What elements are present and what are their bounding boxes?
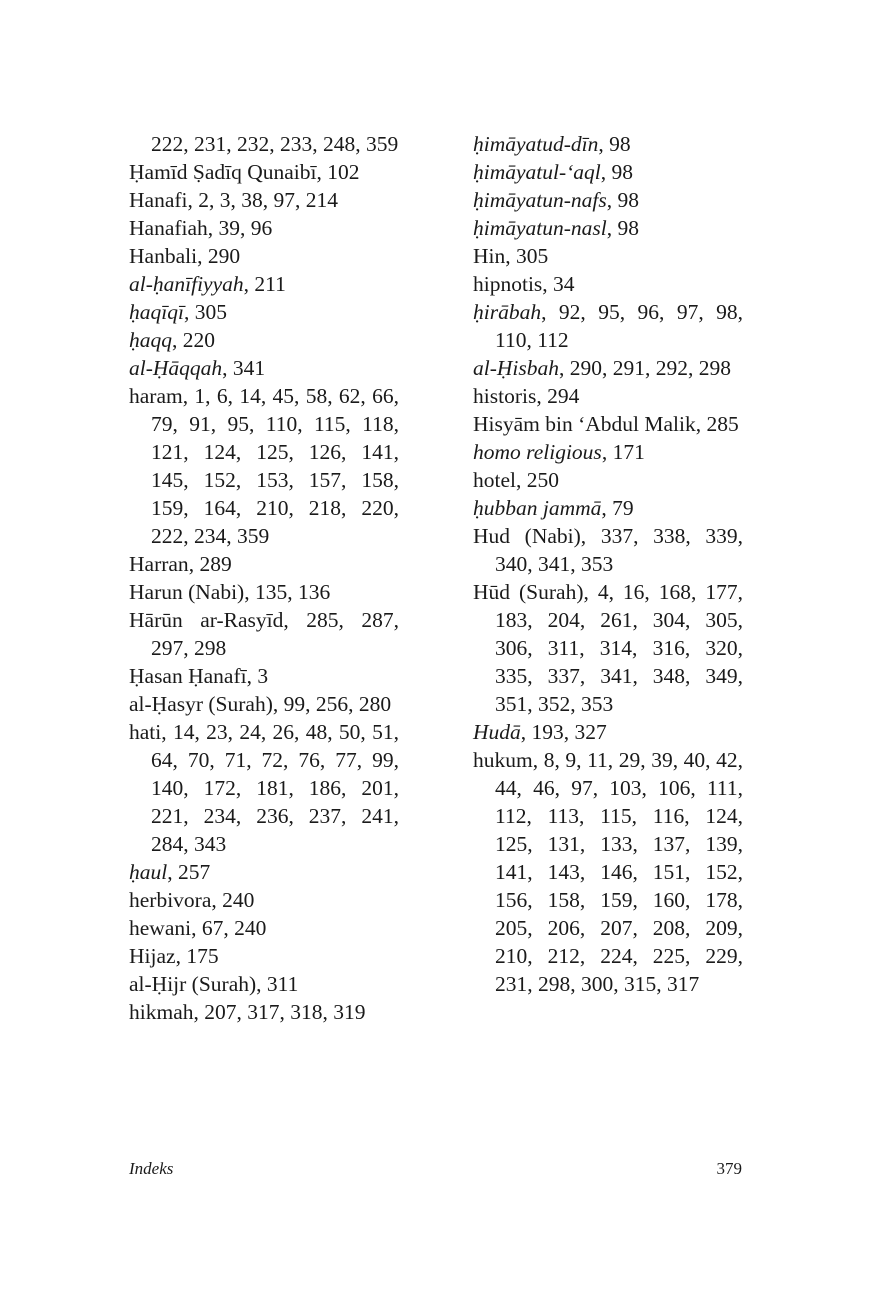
index-page-refs: , 14, 23, 24, 26, 48, 50, 51, 64, 70, 71, 72, 76, 77, 99, 140, 172, 181, 186, 201, 221, 234, 236, 237, 241, 284, 343 (151, 720, 399, 856)
index-entry (473, 214, 743, 242)
index-page-refs: , 337, 338, 339, 340, 341, 353 (495, 524, 744, 576)
index-term: herbivora (129, 888, 212, 912)
index-column-right (473, 130, 743, 998)
index-entry (129, 158, 399, 186)
index-term: ḥaqq (129, 328, 172, 352)
index-page-refs: , 3 (246, 664, 269, 688)
index-term: hipnotis (473, 272, 543, 296)
index-page-refs: , 290 (197, 244, 241, 268)
index-term: al-Ḥasyr (Surah) (129, 692, 273, 716)
index-page-refs: 222, 231, 232, 233, 248, 359 (151, 132, 399, 156)
index-entry (129, 970, 399, 998)
index-page-refs: , 220 (172, 328, 215, 352)
index-term: Hin (473, 244, 506, 268)
index-term: Hanafiah (129, 216, 208, 240)
index-entry (473, 466, 743, 494)
index-column-left (129, 130, 399, 1026)
index-entry (473, 522, 743, 578)
index-page-refs: , 98 (600, 160, 634, 184)
index-entry (129, 690, 399, 718)
index-entry (473, 578, 743, 718)
index-page-refs: , 290, 291, 292, 298 (559, 356, 731, 380)
index-page-refs: , 92, 95, 96, 97, 98, 110, 112 (495, 300, 743, 352)
index-term: ḥaqīqī (129, 300, 184, 324)
index-page-refs: , 294 (536, 384, 580, 408)
index-page-refs: , 211 (243, 272, 286, 296)
index-entry (129, 942, 399, 970)
index-entry (129, 606, 399, 662)
index-entry (473, 130, 743, 158)
index-page-refs: , 207, 317, 318, 319 (193, 1000, 366, 1024)
index-page-refs: , 2, 3, 38, 97, 214 (187, 188, 338, 212)
index-page-refs: , 99, 256, 280 (272, 692, 392, 716)
index-term: ḥubban jammā (473, 496, 602, 520)
index-page-refs: , 311 (256, 972, 299, 996)
index-term: Ḥasan Ḥanafī (129, 664, 247, 688)
index-page-refs: , 1, 6, 14, 45, 58, 62, 66, 79, 91, 95, 110, 115, 118, 121, 124, 125, 126, 141, 145, 152, 153, 157, 158, 159, 164, 210, 218, 220, 222, 234, 359 (151, 384, 399, 548)
index-term: Hārūn ar-Rasyīd (129, 608, 284, 632)
index-page-refs: , 135, 136 (244, 580, 331, 604)
index-entry (473, 718, 743, 746)
index-page-refs: , 102 (316, 160, 360, 184)
index-term: hati (129, 720, 162, 744)
index-page-refs: , 98 (598, 132, 631, 156)
index-page-refs: , 4, 16, 168, 177, 183, 204, 261, 304, 305, 306, 311, 314, 316, 320, 335, 337, 341, 348, 349, 351, 352, 353 (495, 580, 743, 716)
index-term: al-ḥanīfiyyah (129, 272, 244, 296)
index-entry (473, 354, 743, 382)
index-term: hukum (473, 748, 533, 772)
index-term: al-Ḥāqqah (129, 356, 223, 380)
index-term: Harun (Nabi) (129, 580, 245, 604)
index-term: Hud (Nabi) (473, 524, 581, 548)
page-number: 379 (716, 1159, 742, 1178)
index-page-refs: , 289 (188, 552, 232, 576)
index-entry (473, 382, 743, 410)
index-entry (129, 354, 399, 382)
index-term: hotel (473, 468, 516, 492)
index-term: Ḥamīd Ṣadīq Qunaibī (129, 160, 317, 184)
index-entry (129, 550, 399, 578)
index-page-refs: , 285 (695, 412, 739, 436)
index-term: al-Ḥijr (Surah) (129, 972, 257, 996)
index-entry (129, 214, 399, 242)
index-page-refs: , 305 (505, 244, 549, 268)
index-entry (473, 746, 743, 998)
index-term: ḥimāyatun-nafs (473, 188, 607, 212)
index-page-refs: , 39, 96 (207, 216, 273, 240)
index-page-refs: , 34 (542, 272, 575, 296)
index-term: Hudā (473, 720, 521, 744)
index-page-refs: , 67, 240 (191, 916, 267, 940)
index-entry (129, 886, 399, 914)
index-page-refs: , 98 (606, 216, 640, 240)
index-term: Hisyām bin ‘Abdul Malik (473, 412, 696, 436)
index-entry (129, 130, 399, 158)
index-entry (129, 718, 399, 858)
index-term: hikmah (129, 1000, 194, 1024)
index-term: al-Ḥisbah (473, 356, 559, 380)
index-term: homo religious (473, 440, 602, 464)
index-entry (473, 438, 743, 466)
index-page-refs: , 171 (601, 440, 645, 464)
index-entry (473, 270, 743, 298)
index-entry (129, 858, 399, 886)
index-entry (473, 298, 743, 354)
index-page-refs: , 8, 9, 11, 29, 39, 40, 42, 44, 46, 97, 103, 106, 111, 112, 113, 115, 116, 124, 125, 131, 133, 137, 139, 141, 143, 146, 151, 152, 156, 158, 159, 160, 178, 205, 206, 207, 208, 209, 210, 212, 224, 225, 229, 231, 298, 300, 315, 317 (495, 748, 743, 996)
index-entry (473, 494, 743, 522)
index-page-refs: , 175 (175, 944, 219, 968)
index-term: Hūd (Surah) (473, 580, 584, 604)
index-term: ḥimāyatul-‘aql (473, 160, 601, 184)
index-entry (129, 298, 399, 326)
index-page-refs: , 79 (601, 496, 634, 520)
index-term: haram (129, 384, 183, 408)
index-entry (129, 998, 399, 1026)
index-entry (129, 270, 399, 298)
index-entry (473, 242, 743, 270)
index-term: ḥaul (129, 860, 168, 884)
index-term: hewani (129, 916, 192, 940)
index-page-refs: , 257 (167, 860, 211, 884)
index-entry (129, 662, 399, 690)
index-entry (129, 914, 399, 942)
index-entry (473, 410, 743, 438)
index-term: Harran (129, 552, 189, 576)
index-page-refs: , 285, 287, 297, 298 (151, 608, 400, 660)
running-footer-title: Indeks (129, 1159, 174, 1178)
index-page-refs: , 305 (183, 300, 227, 324)
index-entry (129, 382, 399, 550)
index-term: historis (473, 384, 537, 408)
index-term: ḥirābah (473, 300, 542, 324)
index-page-refs: , 193, 327 (520, 720, 607, 744)
index-page-refs: , 240 (211, 888, 255, 912)
index-entry (129, 326, 399, 354)
index-entry (473, 158, 743, 186)
index-page-refs: , 341 (222, 356, 266, 380)
index-page-refs: , 98 (606, 188, 640, 212)
index-term: ḥimāyatud-dīn (473, 132, 599, 156)
index-term: Hijaz (129, 944, 176, 968)
index-entry (129, 186, 399, 214)
index-entry (129, 242, 399, 270)
index-entry (129, 578, 399, 606)
index-term: Hanafi (129, 188, 188, 212)
index-entry (473, 186, 743, 214)
index-page-refs: , 250 (516, 468, 559, 492)
index-term: ḥimāyatun-nasl (473, 216, 607, 240)
index-term: Hanbali (129, 244, 198, 268)
